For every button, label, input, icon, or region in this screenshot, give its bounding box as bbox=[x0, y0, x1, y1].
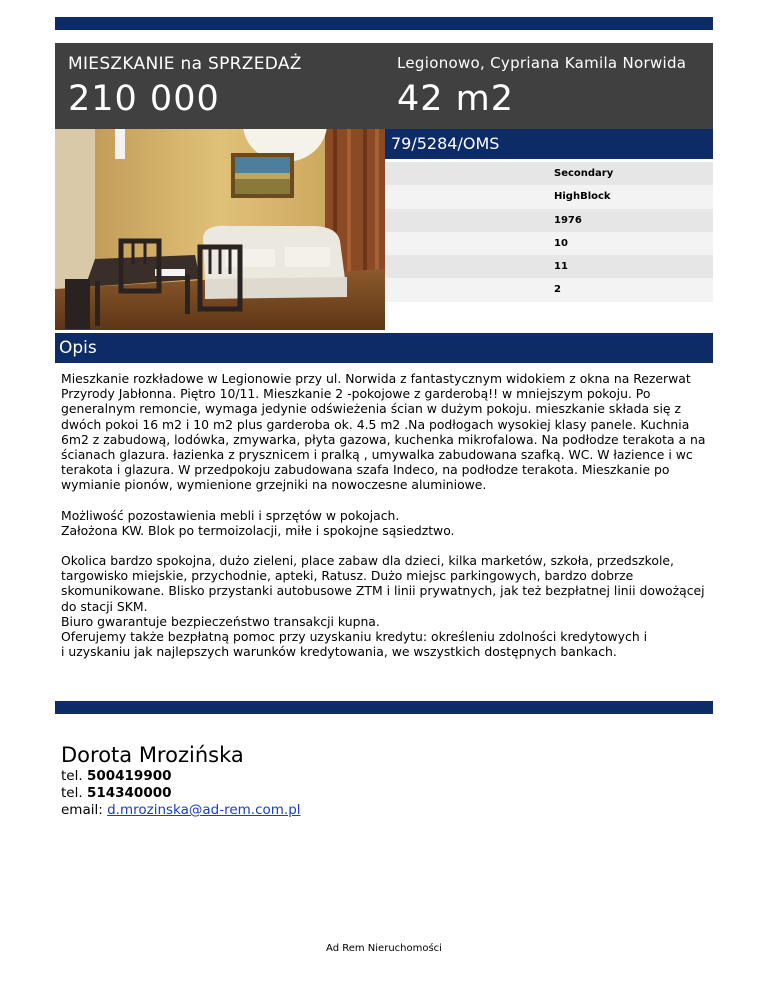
bottom-accent-bar bbox=[55, 701, 713, 714]
area: 42 m2 bbox=[397, 79, 515, 119]
agent-phone-2: 514340000 bbox=[86, 785, 172, 801]
top-accent-bar bbox=[55, 17, 713, 30]
agent-name: Dorota Mrozińska bbox=[61, 743, 244, 767]
param-floors-total: 11 bbox=[385, 255, 713, 278]
param-floor: 10 bbox=[385, 232, 713, 255]
email-label: email: bbox=[61, 802, 103, 818]
agent-phone-1: 500419900 bbox=[86, 768, 172, 784]
parameters-list bbox=[385, 162, 713, 302]
reference-number: 79/5284/OMS bbox=[385, 129, 713, 159]
footer-company: Ad Rem Nieruchomości bbox=[326, 943, 442, 954]
property-photo bbox=[55, 129, 385, 330]
param-market: Secondary bbox=[385, 162, 713, 185]
agent-phone-1-row bbox=[61, 768, 301, 785]
description-paragraph: Mieszkanie rozkładowe w Legionowie przy ul. Norwida z fantastycznym widokiem z okna na Rezerwat Przyrody Jabłonna. Piętro 10/11. Mieszkanie 2 -pokojowe z garderobą!! w mniejszym pokoju. Po generalnym remoncie, wymaga jedynie odświeżenia ścian w dużym pokoju. mieszkanie składa się z dwóch pokoi 16 m2 i 10 m2 plus garderoba ok. 4.5 m2 .Na podłogach wysokiej klasy panele. Kuchnia 6m2 z zabudową, lodówka, zmywarka, płyta gazowa, kuchenka mikrofalowa. Na podłodze terakota a na ścianach glazura. łazienka z prysznicem i pralką , umywalka zabudowana szafką. WC. W łazience i wc terakota i glazura. W przedpokoju zabudowana szafa Indeco, na podłodze terakota. Mieszkanie po wymianie pionów, wymienione grzejniki na nowoczesne aluminiowe. bbox=[61, 371, 706, 493]
header-right bbox=[397, 53, 686, 121]
description-paragraph bbox=[61, 508, 711, 538]
description-line: Okolica bardzo spokojna, dużo zieleni, place zabaw dla dzieci, kilka marketów, szkoła, przedszkole, targowisko miejskie, przychodnie, apteki, Ratusz. Dużo miejsc parkingowych, bardzo dobrze skomunikowane. Blisko przystanki autobusowe ZTM i linii prywatnych, jak też bezpłatnej linii dowożącej do stacji SKM. bbox=[61, 553, 705, 614]
tel-label: tel. bbox=[61, 768, 83, 784]
header-left bbox=[68, 53, 302, 121]
tel-label: tel. bbox=[61, 785, 83, 801]
description-heading: Opis bbox=[55, 333, 713, 363]
description-paragraph bbox=[61, 553, 711, 659]
description-line: Biuro gwarantuje bezpieczeństwo transakcji kupna. bbox=[61, 613, 380, 629]
description-text bbox=[61, 371, 711, 674]
location: Legionowo, Cypriana Kamila Norwida bbox=[397, 54, 687, 72]
agent-email-row bbox=[61, 802, 301, 819]
param-year-built: 1976 bbox=[385, 209, 713, 232]
offer-type: MIESZKANIE na SPRZEDAŻ bbox=[68, 54, 302, 74]
description-line: Oferujemy także bezpłatną pomoc przy uzyskaniu kredytu: określeniu zdolności kredytowych i bbox=[61, 629, 648, 645]
agent-email-link[interactable]: d.mrozinska@ad-rem.com.pl bbox=[107, 802, 301, 818]
param-rooms: 2 bbox=[385, 278, 713, 301]
agent-phone-2-row bbox=[61, 785, 301, 802]
agent-contact bbox=[61, 742, 301, 819]
listing-header bbox=[55, 43, 713, 129]
description-line: i uzyskaniu jak najlepszych warunków kredytowania, we wszystkich dostępnych bankach. bbox=[61, 644, 617, 660]
description-line: Możliwość pozostawienia mebli i sprzętów w pokojach. bbox=[61, 507, 400, 523]
param-building-type: HighBlock bbox=[385, 185, 713, 208]
description-line: Założona KW. Blok po termoizolacji, miłe i spokojne sąsiedztwo. bbox=[61, 522, 455, 538]
price: 210 000 bbox=[68, 79, 220, 119]
